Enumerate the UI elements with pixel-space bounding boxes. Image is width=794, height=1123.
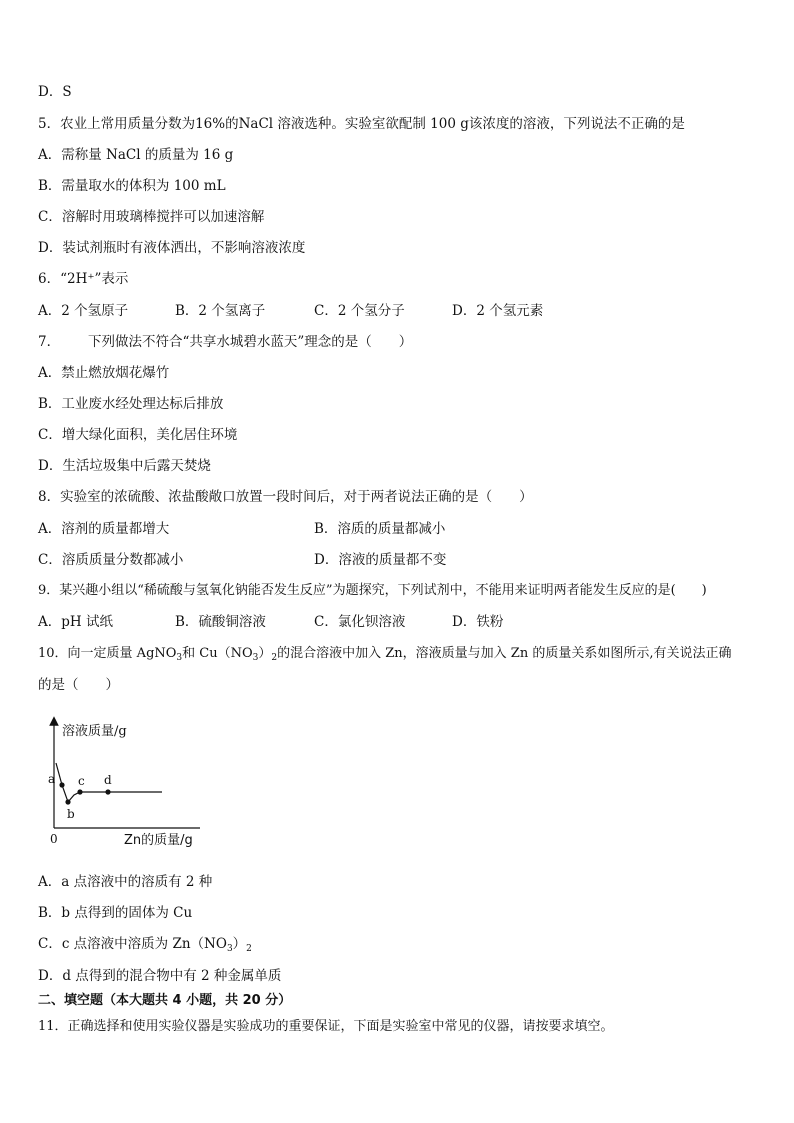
q10-option-d: D．d 点得到的混合物中有 2 种金属单质 <box>38 968 282 984</box>
q6-option-c: C．2 个氢分子 <box>314 303 405 319</box>
q7-option-d: D．生活垃圾集中后露天焚烧 <box>38 458 211 474</box>
q7-option-b: B．工业废水经处理达标后排放 <box>38 396 224 412</box>
point-d-label: d <box>104 773 112 787</box>
q9-option-b: B．硫酸铜溶液 <box>175 614 266 630</box>
q5-option-a: A．需称量 NaCl 的质量为 16 g <box>38 147 234 163</box>
q10-stem: 10．向一定质量 AgNO$_3$和 $Cu(NO_3)_2$的混合溶液中加入 Zn，溶液质量与加入 Zn 的质量关系如图所示,有关说法正确 <box>38 646 732 663</box>
q9-option-a: A．pH 试纸 <box>38 614 113 630</box>
point-a-label: a <box>48 772 56 786</box>
q5-stem: 5．农业上常用质量分数为16%的NaCl 溶液选种。实验室欲配制 100 g该浓度的溶液，下列说法不正确的是 <box>38 116 685 132</box>
q7-stem: 下列做法不符合“共享水城碧水蓝天”理念的是（ ） <box>88 334 413 350</box>
q10-stem-line2: 的是（ ） <box>38 677 119 693</box>
point-a <box>59 782 64 787</box>
q4-option-d: D．S <box>38 84 72 100</box>
q5-option-c: C．溶解时用玻璃棒搅拌可以加速溶解 <box>38 209 265 225</box>
q5-option-d: D．装试剂瓶时有液体洒出，不影响溶液浓度 <box>38 240 306 256</box>
q11-stem: 11．正确选择和使用实验仪器是实验成功的重要保证，下面是实验室中常见的仪器，请按要求填空。 <box>38 1019 614 1034</box>
point-b <box>65 799 70 804</box>
point-c-label: c <box>78 774 85 788</box>
q8-option-b: B．溶质的质量都减小 <box>314 521 446 537</box>
q5-option-b: B．需量取水的体积为 100 mL <box>38 178 226 194</box>
q9-stem: 9．某兴趣小组以“稀硫酸与氢氧化钠能否发生反应”为题探究，下列试剂中，不能用来证明两者能发生反应的是( ) <box>38 583 707 598</box>
q9-option-c: C．氯化钡溶液 <box>314 614 406 630</box>
q9-option-d: D．铁粉 <box>452 614 504 630</box>
section-heading: 二、填空题（本大题共 4 小题，共 20 分） <box>38 993 292 1008</box>
q6-option-b: B．2 个氢离子 <box>175 303 266 319</box>
q10-option-a: A．a 点溶液中的溶质有 2 种 <box>38 874 213 890</box>
q6-option-d: D．2 个氢元素 <box>452 303 544 319</box>
q10-option-b: B．b 点得到的固体为 Cu <box>38 905 193 921</box>
y-axis-label: 溶液质量/g <box>62 724 127 739</box>
origin-label: 0 <box>50 832 58 846</box>
x-axis-label: Zn的质量/g <box>124 833 193 848</box>
q6-option-a: A．2 个氢原子 <box>38 303 129 319</box>
q10-option-c: C．c 点溶液中溶质为 $Zn(NO_3)_2$ <box>38 936 252 954</box>
q8-option-d: D．溶液的质量都不变 <box>314 552 447 568</box>
point-b-label: b <box>67 807 75 821</box>
point-d <box>105 789 110 794</box>
q7-option-a: A．禁止燃放烟花爆竹 <box>38 365 170 381</box>
q8-stem: 8．实验室的浓硫酸、浓盐酸敞口放置一段时间后，对于两者说法正确的是（ ） <box>38 489 533 505</box>
q6-stem: 6．“2H⁺”表示 <box>38 271 129 287</box>
q8-option-a: A．溶剂的质量都增大 <box>38 521 170 537</box>
point-c <box>77 789 82 794</box>
q8-option-c: C．溶质质量分数都减小 <box>38 552 184 568</box>
q7-number: 7． <box>38 334 61 350</box>
q7-option-c: C．增大绿化面积，美化居住环境 <box>38 427 238 443</box>
